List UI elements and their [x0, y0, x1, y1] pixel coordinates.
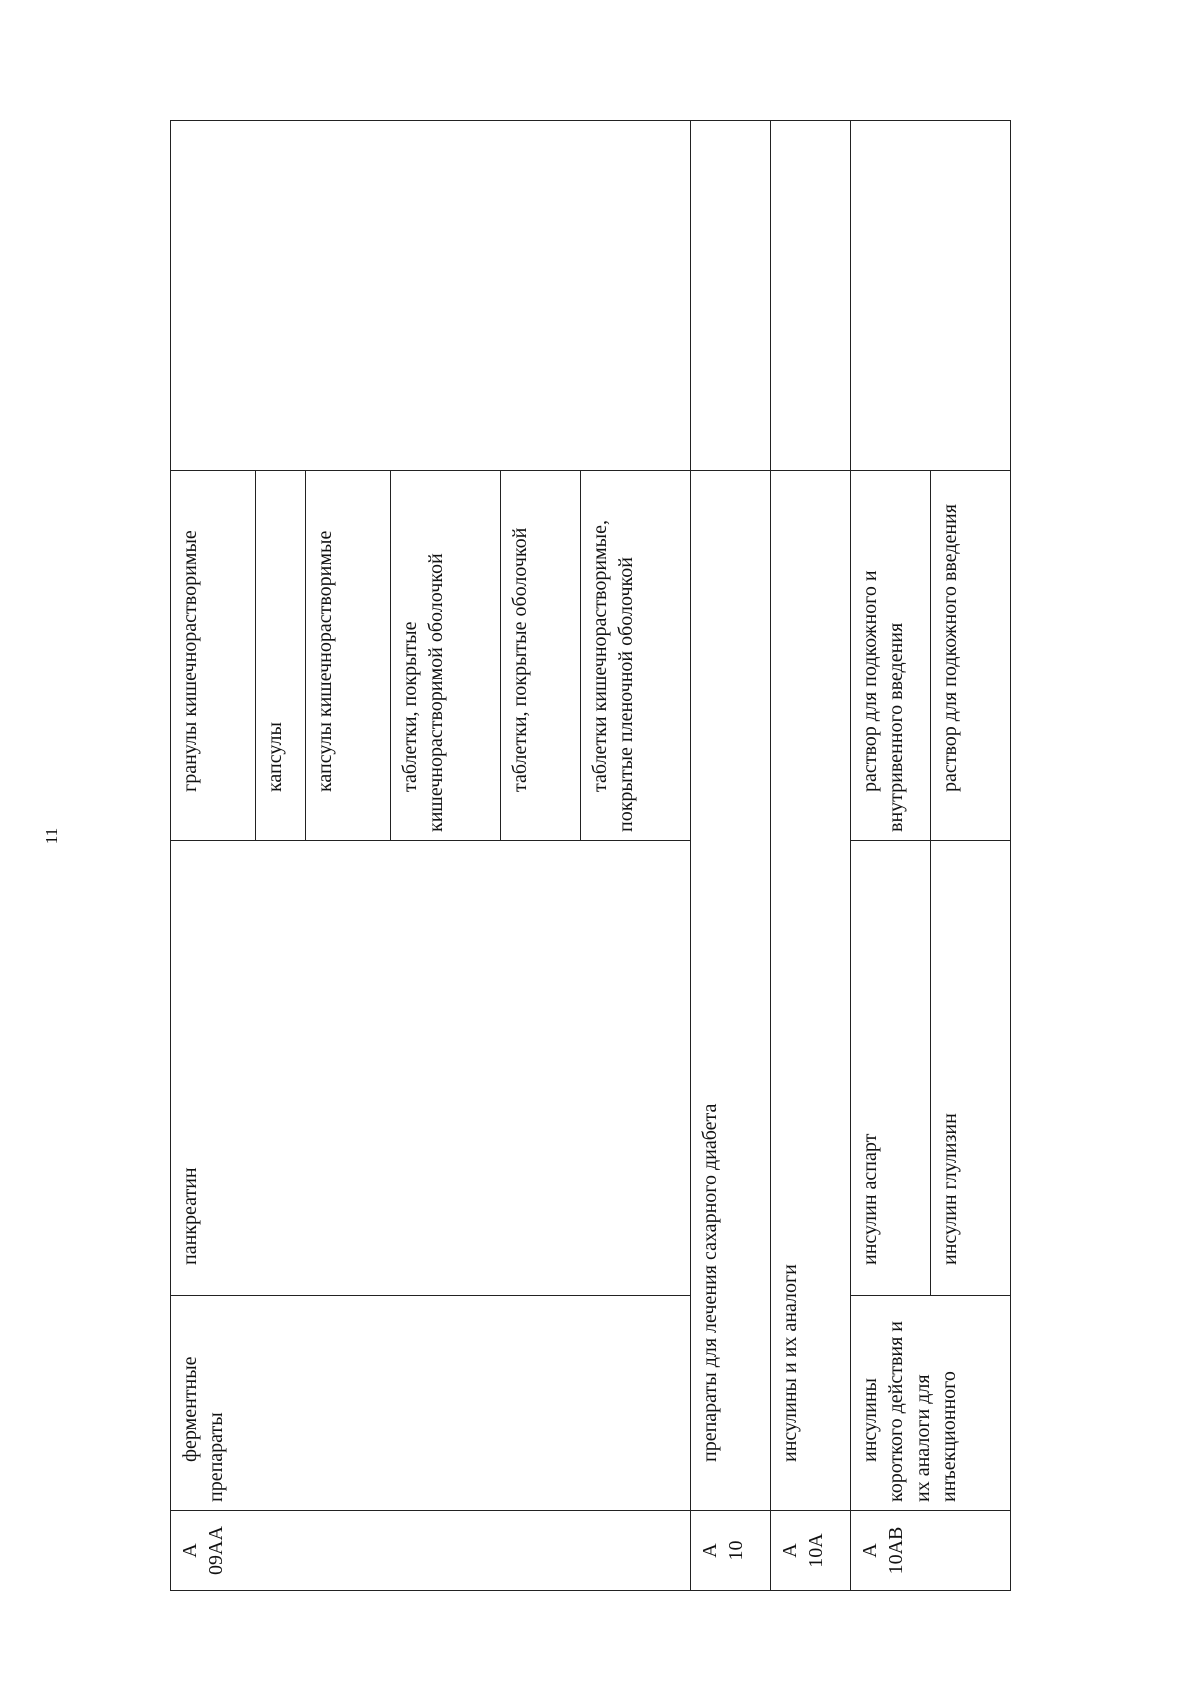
atc-code-cell: А 10А: [771, 1511, 851, 1591]
dosage-form-cell: капсулы: [256, 471, 306, 841]
empty-cell: [851, 121, 1011, 471]
atc-code-cell: А 10: [691, 1511, 771, 1591]
empty-cell: [691, 121, 771, 471]
substance-cell: инсулин глулизин: [931, 841, 1011, 1296]
substance-cell: панкреатин: [171, 841, 691, 1296]
empty-cell: [771, 121, 851, 471]
dosage-form-cell: раствор для подкожного и внутривенного введения: [851, 471, 931, 841]
substance-cell: инсулин аспарт: [851, 841, 931, 1296]
group-name-cell: инсулины и их аналоги: [771, 471, 851, 1511]
drug-table: [170, 120, 1011, 1591]
table-row-a09aa: [171, 121, 256, 1591]
dosage-form-cell: таблетки кишечнорастворимые, покрытые пленочной оболочкой: [581, 471, 691, 841]
group-name-cell: препараты для лечения сахарного диабета: [691, 471, 771, 1511]
dosage-form-cell: капсулы кишечнорастворимые: [306, 471, 391, 841]
dosage-form-cell: таблетки, покрытые оболочкой: [501, 471, 581, 841]
group-name-cell: ферментные препараты: [171, 1296, 691, 1511]
dosage-form-cell: раствор для подкожного введения: [931, 471, 1011, 841]
table-row-a10ab: [851, 121, 931, 1591]
table-row-a10: [691, 121, 771, 1591]
dosage-form-cell: гранулы кишечнорастворимые: [171, 471, 256, 841]
dosage-form-cell: таблетки, покрытые кишечнорастворимой оболочкой: [391, 471, 501, 841]
table-row-a10a: [771, 121, 851, 1591]
atc-code-cell: А 10АВ: [851, 1511, 1011, 1591]
group-name-cell: инсулины короткого действия и их аналоги для инъекционного: [851, 1296, 1011, 1511]
empty-cell: [171, 121, 691, 471]
page-number: 11: [42, 827, 61, 845]
rotated-page-content: [170, 121, 1070, 1591]
atc-code-cell: А 09АА: [171, 1511, 691, 1591]
